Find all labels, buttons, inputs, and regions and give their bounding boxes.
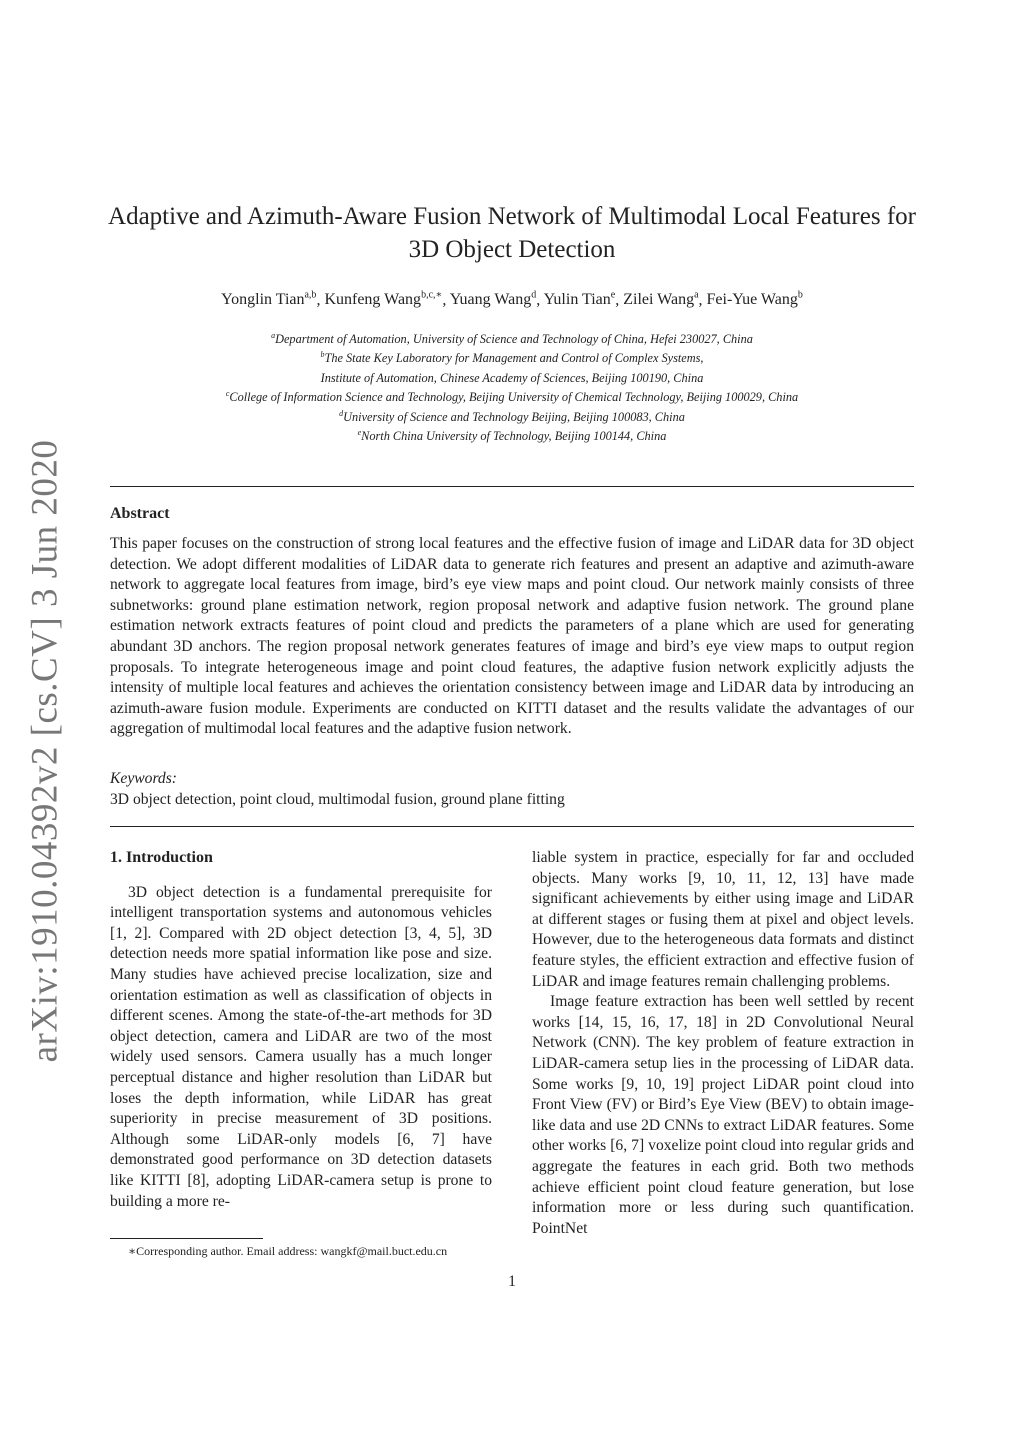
affiliation: $^c$College of Information Science and Technology, Beijing University of Chemical Technology, Beijing 100029, China	[225, 389, 799, 405]
footnote-divider	[110, 1238, 263, 1239]
arxiv-stamp-text: arXiv:1910.04392v2 [cs.CV] 3 Jun 2020	[24, 439, 66, 1063]
page-number: 1	[508, 1273, 516, 1290]
right-column	[532, 848, 914, 1239]
title-line-1: Adaptive and Azimuth-Aware Fusion Network of Multimodal Local Features for	[108, 203, 916, 230]
author: Yulin Tian$^e$	[543, 290, 616, 309]
author: Kunfeng Wang$^{b,c,∗}$	[324, 290, 443, 309]
paragraph: Image feature extraction has been well settled by recent works [14, 15, 16, 17, 18] in 2D Convolutional Neural Network (CNN). The key problem of feature extraction in LiDAR-camera setup lies in the processing of LiDAR data. Some works [9, 10, 19] project LiDAR point cloud into Front View (FV) or Bird’s Eye View (BEV) to obtain image-like data and use 2D CNNs to extract LiDAR features. Some other works [6, 7] voxelize point cloud into regular grids and aggregate the features in each grid. Both two methods achieve efficient point cloud feature generation, but lose information more or less during such quantification. PointNet	[532, 993, 914, 1237]
affiliation: $^a$Department of Automation, University of Science and Technology of China, Hefei 230027, China	[271, 331, 753, 347]
author-list: Yonglin Tian$^{a,b}$, Kunfeng Wang$^{b,c,∗}$, Yuang Wang$^d$, Yulin Tian$^e$, Zilei Wang$^a$, Fei-Yue Wang$^b$	[221, 290, 803, 309]
arxiv-stamp	[20, 439, 70, 1063]
section-heading: 1. Introduction	[110, 849, 213, 866]
paper-title	[100, 200, 924, 266]
footnote: ∗Corresponding author. Email address: wangkf@mail.buct.edu.cn	[128, 1244, 448, 1258]
affiliation: $^b$The State Key Laboratory for Management and Control of Complex Systems,	[320, 350, 704, 366]
affiliation: $^e$North China University of Technology, Beijing 100144, China	[357, 427, 667, 444]
affiliation-list	[100, 328, 924, 444]
affiliation: Institute of Automation, Chinese Academy of Sciences, Beijing 100190, China	[320, 370, 704, 385]
paragraph: 3D object detection is a fundamental prerequisite for intelligent transportation systems and autonomous vehicles [1, 2]. Compared with 2D object detection [3, 4, 5], 3D detection needs more spatial information like pose and size. Many studies have achieved precise localization, size and orientation estimation as well as classification of objects in different scenes. Among the state-of-the-art methods for 3D object detection, camera and LiDAR are two of the most widely used sensors. Camera usually has a much longer perceptual distance and higher resolution than LiDAR but loses the depth information, while LiDAR has great superiority in precise measurement of 3D positions. Although some LiDAR-only models [6, 7] have demonstrated good performance on 3D detection datasets like KITTI [8], adopting LiDAR-camera setup is prone to building a more re-	[110, 883, 492, 1210]
divider	[110, 826, 914, 827]
author: Zilei Wang$^a$	[623, 290, 699, 309]
paragraph: liable system in practice, especially for far and occluded objects. Many works [9, 10, 11, 12, 13] have made significant achievements by either using image and LiDAR at different stages or fusing them at pixel and object levels. However, due to the heterogeneous data formats and distinct feature styles, the efficient extraction and effective fusion of LiDAR and image features remain challenging problems.	[532, 849, 914, 990]
left-column	[110, 848, 492, 1212]
keywords-text: 3D object detection, point cloud, multimodal fusion, ground plane fitting	[110, 791, 565, 808]
abstract-text: This paper focuses on the construction of strong local features and the effective fusion of image and LiDAR data for 3D object detection. We adopt different modalities of LiDAR data to generate rich features and present an adaptive and azimuth-aware network to aggregate local features from image, bird’s eye view maps and point cloud. Our network mainly consists of three subnetworks: ground plane estimation network, region proposal network and adaptive fusion network. The ground plane estimation network extracts features of point cloud and predicts the parameters of a plane which are used for generating abundant 3D anchors. The region proposal network generates features of image and bird’s eye view maps to output region proposals. To integrate heterogeneous image and point cloud features, the adaptive fusion network explicitly adjusts the intensity of multiple local features and achieves the orientation consistency between image and LiDAR data by introducing an azimuth-aware fusion module. Experiments are conducted on KITTI dataset and the results validate the advantages of our aggregation of multimodal local features and the adaptive fusion network.	[110, 535, 914, 738]
affiliation: $^d$University of Science and Technology Beijing, Beijing 100083, China	[339, 408, 685, 424]
author: Fei-Yue Wang$^b$	[706, 290, 803, 309]
divider	[110, 486, 914, 487]
abstract-heading: Abstract	[110, 505, 170, 522]
title-line-2: 3D Object Detection	[408, 236, 616, 263]
keywords-heading: Keywords:	[110, 770, 177, 787]
author: Yuang Wang$^d$	[449, 290, 537, 309]
author: Yonglin Tian$^{a,b}$	[221, 290, 317, 309]
